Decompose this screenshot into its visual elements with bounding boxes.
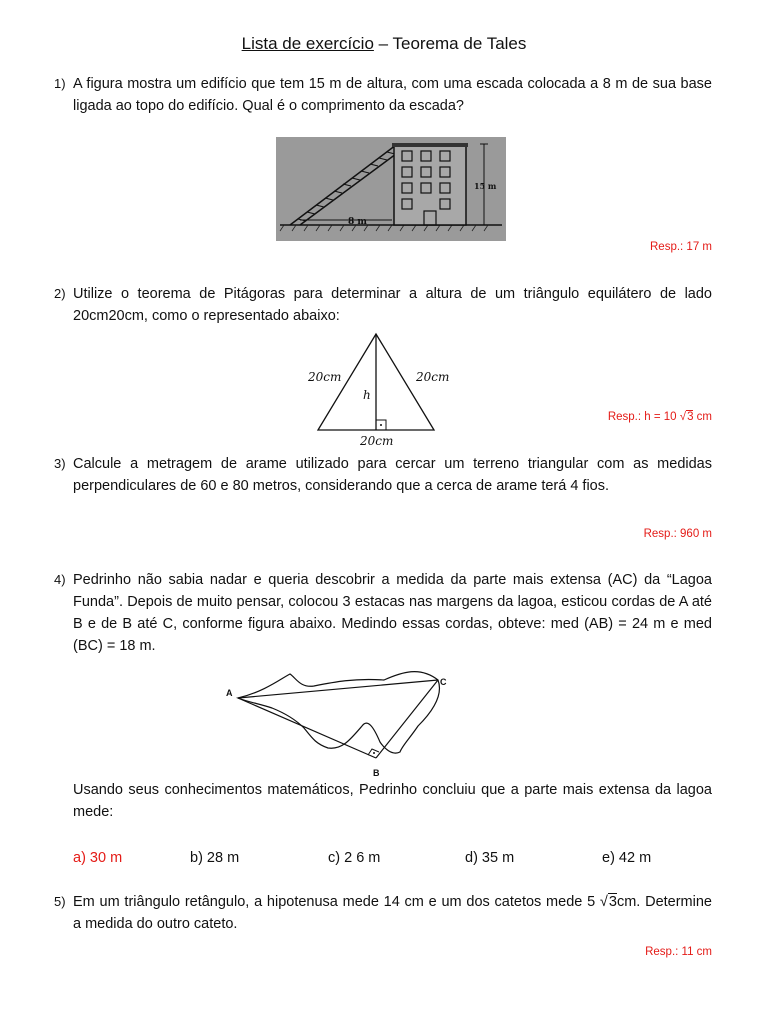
question-5 bbox=[54, 891, 712, 935]
answer-1: Resp.: 17 m bbox=[650, 241, 712, 253]
title-sep: – bbox=[373, 34, 393, 53]
question-text: A figura mostra um edifício que tem 15 m de altura, com uma escada colocada a 8 m de sua base ligada ao topo do edifício. Qual é o comprimento da escada? bbox=[73, 76, 712, 114]
equilateral-triangle-figure bbox=[300, 330, 470, 450]
title-sub: Teorema de Tales bbox=[392, 34, 527, 53]
page-title bbox=[0, 34, 768, 54]
question-text: Pedrinho não sabia nadar e queria descobrir a medida da parte mais extensa (AC) da “Lagoa Funda”. Depois de muito pensar, colocou 3 estacas nas margens da lagoa, esticou cordas de A até B e de B até C, conforme figura abaixo. Medindo essas cordas, obteve: med (AB) = 24 m e med (BC) = 18 m. bbox=[73, 572, 712, 654]
question-number: 5) bbox=[54, 894, 66, 909]
answer-text: Resp.: h = 10 bbox=[607, 411, 680, 423]
question-text: Utilize o teorema de Pitágoras para determinar a altura de um triângulo equilátero de lado 20cm20cm, como o representado abaixo: bbox=[73, 286, 712, 324]
question-text-b: cm. Determine a medida do outro cateto. bbox=[73, 894, 712, 932]
height-label: 15 m bbox=[474, 181, 497, 191]
question-text: Usando seus conhecimentos matemáticos, Pedrinho concluiu que a parte mais extensa da lagoa mede: bbox=[73, 782, 712, 820]
question-number: 1) bbox=[54, 76, 66, 91]
answer-2: Resp.: h = 10 √3 cm bbox=[607, 411, 712, 423]
point-a-label: A bbox=[226, 688, 233, 698]
point-b-label: B bbox=[373, 768, 380, 778]
question-number: 3) bbox=[54, 456, 66, 471]
building-ladder-figure bbox=[276, 137, 506, 241]
answer-3: Resp.: 960 m bbox=[643, 528, 712, 540]
question-4-continuation bbox=[54, 779, 712, 823]
answer-5: Resp.: 11 cm bbox=[645, 946, 712, 958]
option-e: e) 42 m bbox=[602, 850, 652, 866]
answer-unit: cm bbox=[693, 411, 712, 423]
question-1 bbox=[54, 73, 712, 117]
option-d: d) 35 m bbox=[465, 850, 515, 866]
lagoon-figure bbox=[224, 664, 456, 780]
answer-root: 3 bbox=[687, 411, 694, 423]
question-number: 4) bbox=[54, 572, 66, 587]
left-side-label: 20cm bbox=[308, 370, 342, 384]
right-side-label: 20cm bbox=[416, 370, 450, 384]
question-text: Calcule a metragem de arame utilizado para cercar um terreno triangular com as medidas perpendiculares de 60 e 80 metros, considerando que a cerca de arame terá 4 fios. bbox=[73, 456, 712, 494]
question-root: 3 bbox=[608, 894, 617, 910]
base-label: 8 m bbox=[348, 217, 367, 227]
question-4 bbox=[54, 569, 712, 657]
height-label: h bbox=[363, 388, 371, 402]
option-b: b) 28 m bbox=[190, 850, 240, 866]
answer-options bbox=[73, 850, 713, 872]
point-c-label: C bbox=[440, 677, 447, 687]
question-text-a: Em um triângulo retângulo, a hipotenusa mede 14 cm e um dos catetos mede 5 bbox=[73, 894, 600, 910]
base-label: 20cm bbox=[360, 434, 394, 448]
question-text: Em um triângulo retângulo, a hipotenusa mede 14 cm e um dos catetos mede 5 √3cm. Determine a medida do outro cateto. bbox=[73, 894, 712, 932]
option-a: a) 30 m bbox=[73, 850, 123, 866]
question-3 bbox=[54, 453, 712, 497]
question-2 bbox=[54, 283, 712, 327]
building bbox=[394, 144, 466, 225]
lagoon-outline bbox=[238, 672, 439, 753]
option-c: c) 2 6 m bbox=[328, 850, 381, 866]
title-main: Lista de exercício bbox=[241, 34, 374, 53]
question-number: 2) bbox=[54, 286, 66, 301]
